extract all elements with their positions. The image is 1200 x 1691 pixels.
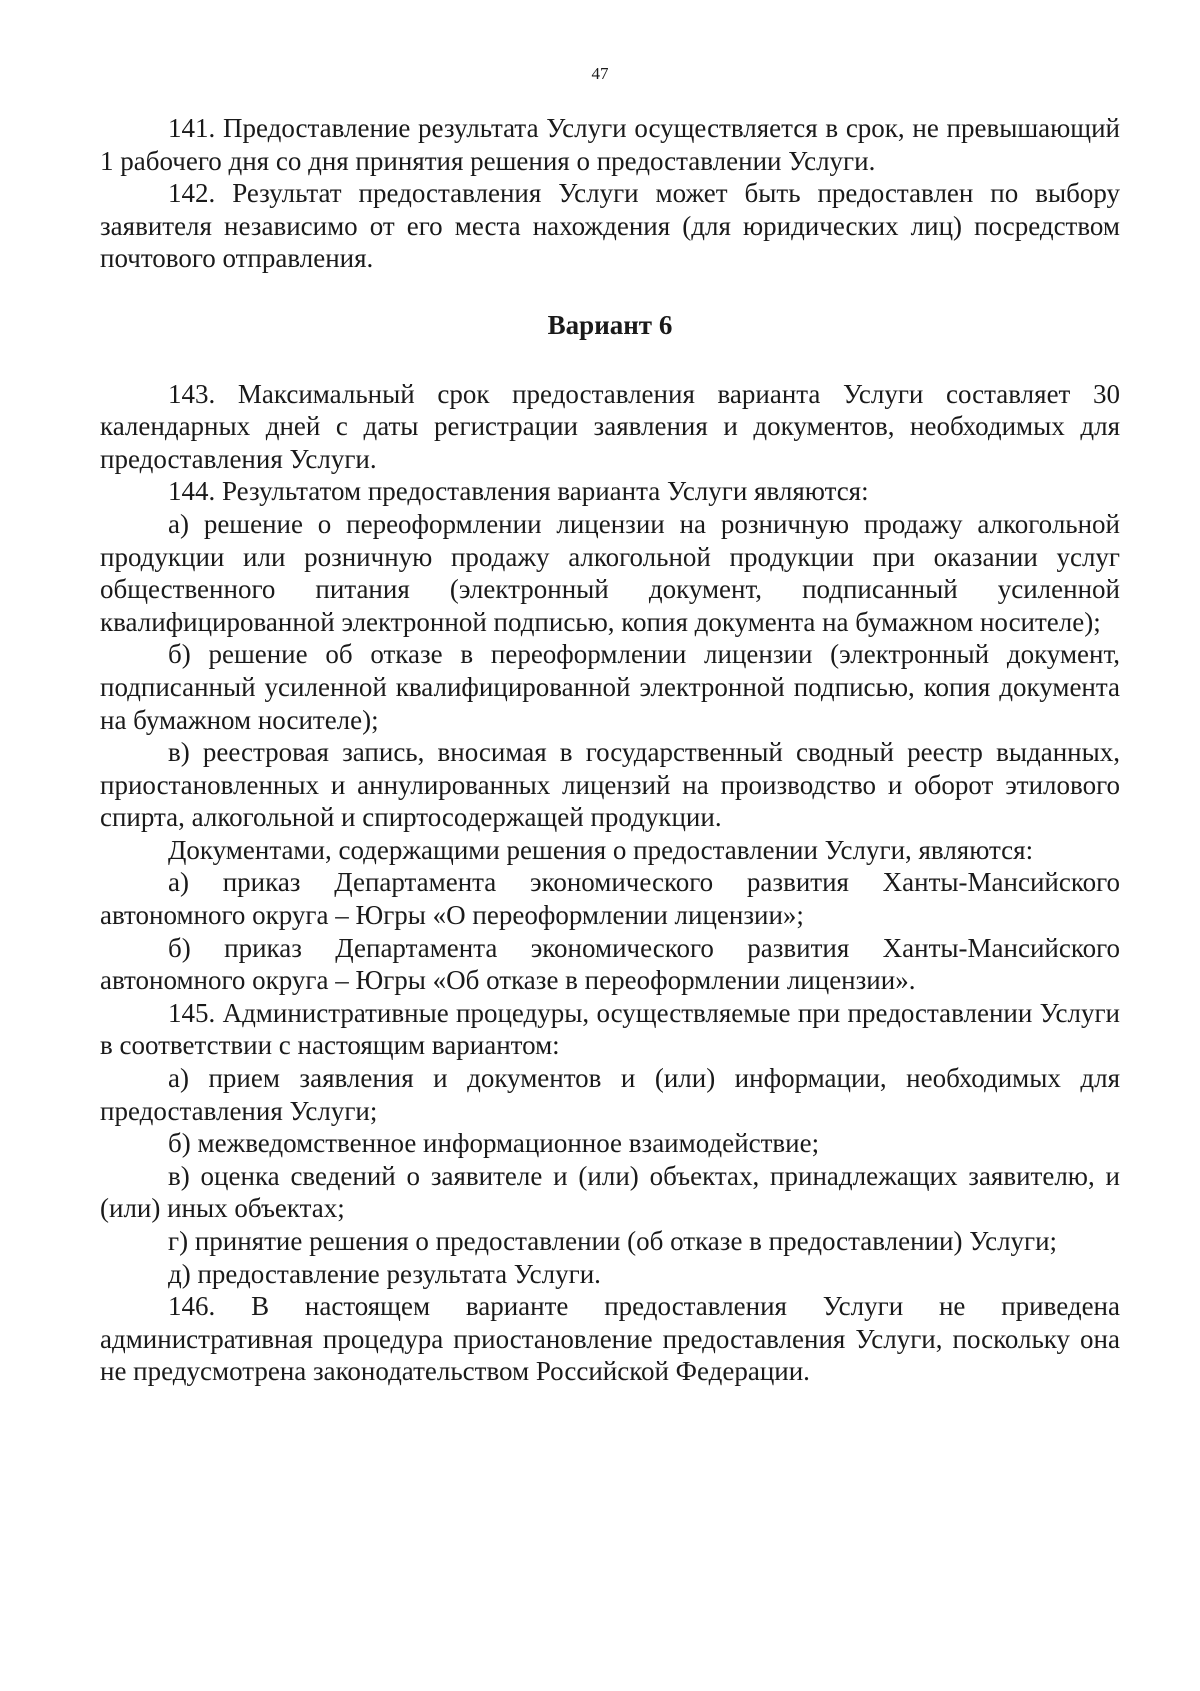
document-body — [100, 112, 1120, 1388]
paragraph-145-item-g: г) принятие решения о предоставлении (об отказе в предоставлении) Услуги; — [168, 1226, 1058, 1256]
paragraph-141: 141. Предоставление результата Услуги осуществляется в срок, не превышающий 1 рабочего дня со дня принятия решения о предоставлении Услуги. — [100, 113, 1120, 176]
paragraph-144: 144. Результатом предоставления варианта Услуги являются: — [168, 476, 869, 507]
paragraph-documents-intro: Документами, содержащими решения о предоставлении Услуги, являются: — [168, 834, 1034, 865]
paragraph-145-item-b: б) межведомственное информационное взаимодействие; — [168, 1128, 820, 1159]
paragraph-144-item-v: в) реестровая запись, вносимая в государственный сводный реестр выданных, приостановленных и аннулированных лицензий на производство и оборот этилового спирта, алкогольной и спиртосодержащей продукции. — [100, 737, 1120, 833]
paragraph-documents-item-a: а) приказ Департамента экономического развития Ханты-Мансийского автономного округа – Югры «О переоформлении лицензии»; — [100, 867, 1120, 931]
paragraph-145: 145. Административные процедуры, осуществляемые при предоставлении Услуги в соответствии с настоящим вариантом: — [100, 997, 1120, 1061]
paragraph-145-item-d: д) предоставление результата Услуги. — [168, 1258, 601, 1289]
paragraph-145-item-a: а) прием заявления и документов и (или) информации, необходимых для предоставления Услуги; — [100, 1063, 1120, 1126]
paragraph-146: 146. В настоящем варианте предоставления Услуги не приведена административная процедура приостановление предоставления Услуги, поскольку она не предусмотрена законодательством Российской Федерации. — [100, 1291, 1120, 1387]
paragraph-142: 142. Результат предоставления Услуги может быть предоставлен по выбору заявителя независимо от его места нахождения (для юридических лиц) посредством почтового отправления. — [100, 178, 1120, 274]
section-heading: Вариант 6 — [547, 309, 673, 340]
paragraph-144-item-a: а) решение о переоформлении лицензии на розничную продажу алкогольной продукции или розничную продажу алкогольной продукции при оказании услуг общественного питания (электронный документ, подписанный усиленной квалифицированной электронной подписью, копия документа на бумажном носителе); — [100, 508, 1120, 637]
page-number: 47 — [591, 64, 609, 83]
paragraph-143: 143. Максимальный срок предоставления варианта Услуги составляет 30 календарных дней с даты регистрации заявления и документов, необходимых для предоставления Услуги. — [100, 378, 1120, 474]
paragraph-144-item-b: б) решение об отказе в переоформлении лицензии (электронный документ, подписанный усиленной квалифицированной электронной подписью, копия документа на бумажном носителе); — [100, 639, 1120, 735]
paragraph-145-item-v: в) оценка сведений о заявителе и (или) объектах, принадлежащих заявителю, и (или) иных объектах; — [100, 1160, 1120, 1224]
paragraph-documents-item-b: б) приказ Департамента экономического развития Ханты-Мансийского автономного округа – Югры «Об отказе в переоформлении лицензии». — [100, 932, 1120, 996]
